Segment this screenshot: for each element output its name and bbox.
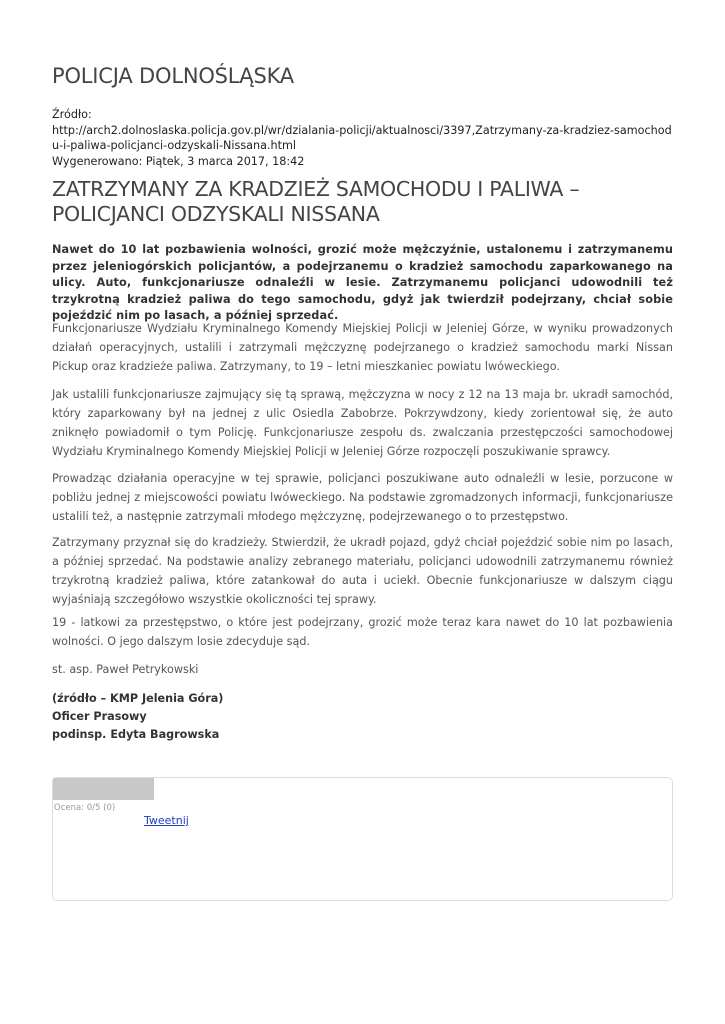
site-title: POLICJA DOLNOŚLĄSKA [52, 64, 294, 88]
rating-text: Ocena: 0/5 (0) [54, 803, 116, 813]
article-lead: Nawet do 10 lat pozbawienia wolności, grozić może mężczyźnie, ustalonemu i zatrzymanemu przez jeleniogórskich policjantów, a podejrzanemu o kradzież samochodu zaparkowanego na ulicy. Auto, funkcjonariusze odnaleźli w lesie. Zatrzymanemu policjanci udowodnili też trzykrotną kradzież paliwa do tego samochodu, gdyż jak twierdził podejrzany, chciał sobie pojeździć nim po lasach, a później sprzedać. [52, 243, 673, 322]
article-paragraph: Zatrzymany przyznał się do kradzieży. Stwierdził, że ukradł pojazd, gdyż chciał pojeździć sobie nim po lasach, a później sprzedać. Na podstawie analizy zebranego materiału, policjanci udowodnili zatrzymanemu również trzykrotną kradzież paliwa, które zatankował do auta i uciekł. Obecnie funkcjonariusze w dalszym ciągu wyjaśniają szczegółowo wszystkie okoliczności tej sprawy. [52, 536, 673, 606]
tweet-link[interactable]: Tweetnij [144, 814, 189, 827]
article-paragraph: Prowadząc działania operacyjne w tej sprawie, policjanci poszukiwane auto odnaleźli w lesie, porzucone w pobliżu jednej z miejscowości powiatu lwóweckiego. Na podstawie zgromadzonych informacji, funkcjonariusze ustalili też, a następnie zatrzymali młodego mężczyznę, podejrzewanego o to przestępstwo. [52, 472, 673, 523]
article-paragraph: 19 - latkowi za przestępstwo, o które jest podejrzany, grozić może teraz kara nawet do 10 lat pozbawienia wolności. O jego dalszym losie zdecyduje sąd. [52, 616, 673, 648]
signature-name: podinsp. Edyta Bagrowska [52, 728, 220, 741]
rating-stars-bar[interactable] [53, 778, 154, 800]
signature-source: (źródło – KMP Jelenia Góra) [52, 692, 224, 705]
source-url: http://arch2.dolnoslaska.policja.gov.pl/wr/dzialania-policji/aktualnosci/3397,Zatrzymany-za-kradziez-samochodu-i-paliwa-policjanci-odzyskali-Nissana.html [52, 123, 672, 152]
signature-role: Oficer Prasowy [52, 710, 147, 723]
rating-panel [52, 777, 673, 901]
source-label: Źródło: [52, 108, 92, 121]
generated-date: Wygenerowano: Piątek, 3 marca 2017, 18:42 [52, 154, 305, 168]
source-block [52, 107, 677, 169]
article-paragraph: Funkcjonariusze Wydziału Kryminalnego Komendy Miejskiej Policji w Jeleniej Górze, w wyniku prowadzonych działań operacyjnych, ustalili i zatrzymali mężczyznę podejrzanego o kradzież samochodu marki Nissan Pickup oraz kradzieże paliwa. Zatrzymany, to 19 – letni mieszkaniec powiatu lwóweckiego. [52, 322, 673, 373]
article-author: st. asp. Paweł Petrykowski [52, 663, 199, 676]
signature-block [52, 690, 223, 744]
article-paragraph: Jak ustalili funkcjonariusze zajmujący się tą sprawą, mężczyzna w nocy z 12 na 13 maja br. ukradł samochód, który zaparkowany był na jednej z ulic Osiedla Zabobrze. Pokrzywdzony, kiedy zorientował się, że auto zniknęło powiadomił o tym Policję. Funkcjonariusze zespołu ds. zwalczania przestępczości samochodowej Wydziału Kryminalnego Komendy Miejskiej Policji w Jeleniej Górze rozpoczęli poszukiwanie sprawcy. [52, 388, 673, 458]
article-headline: ZATRZYMANY ZA KRADZIEŻ SAMOCHODU I PALIWA – POLICJANCI ODZYSKALI NISSANA [52, 177, 580, 226]
